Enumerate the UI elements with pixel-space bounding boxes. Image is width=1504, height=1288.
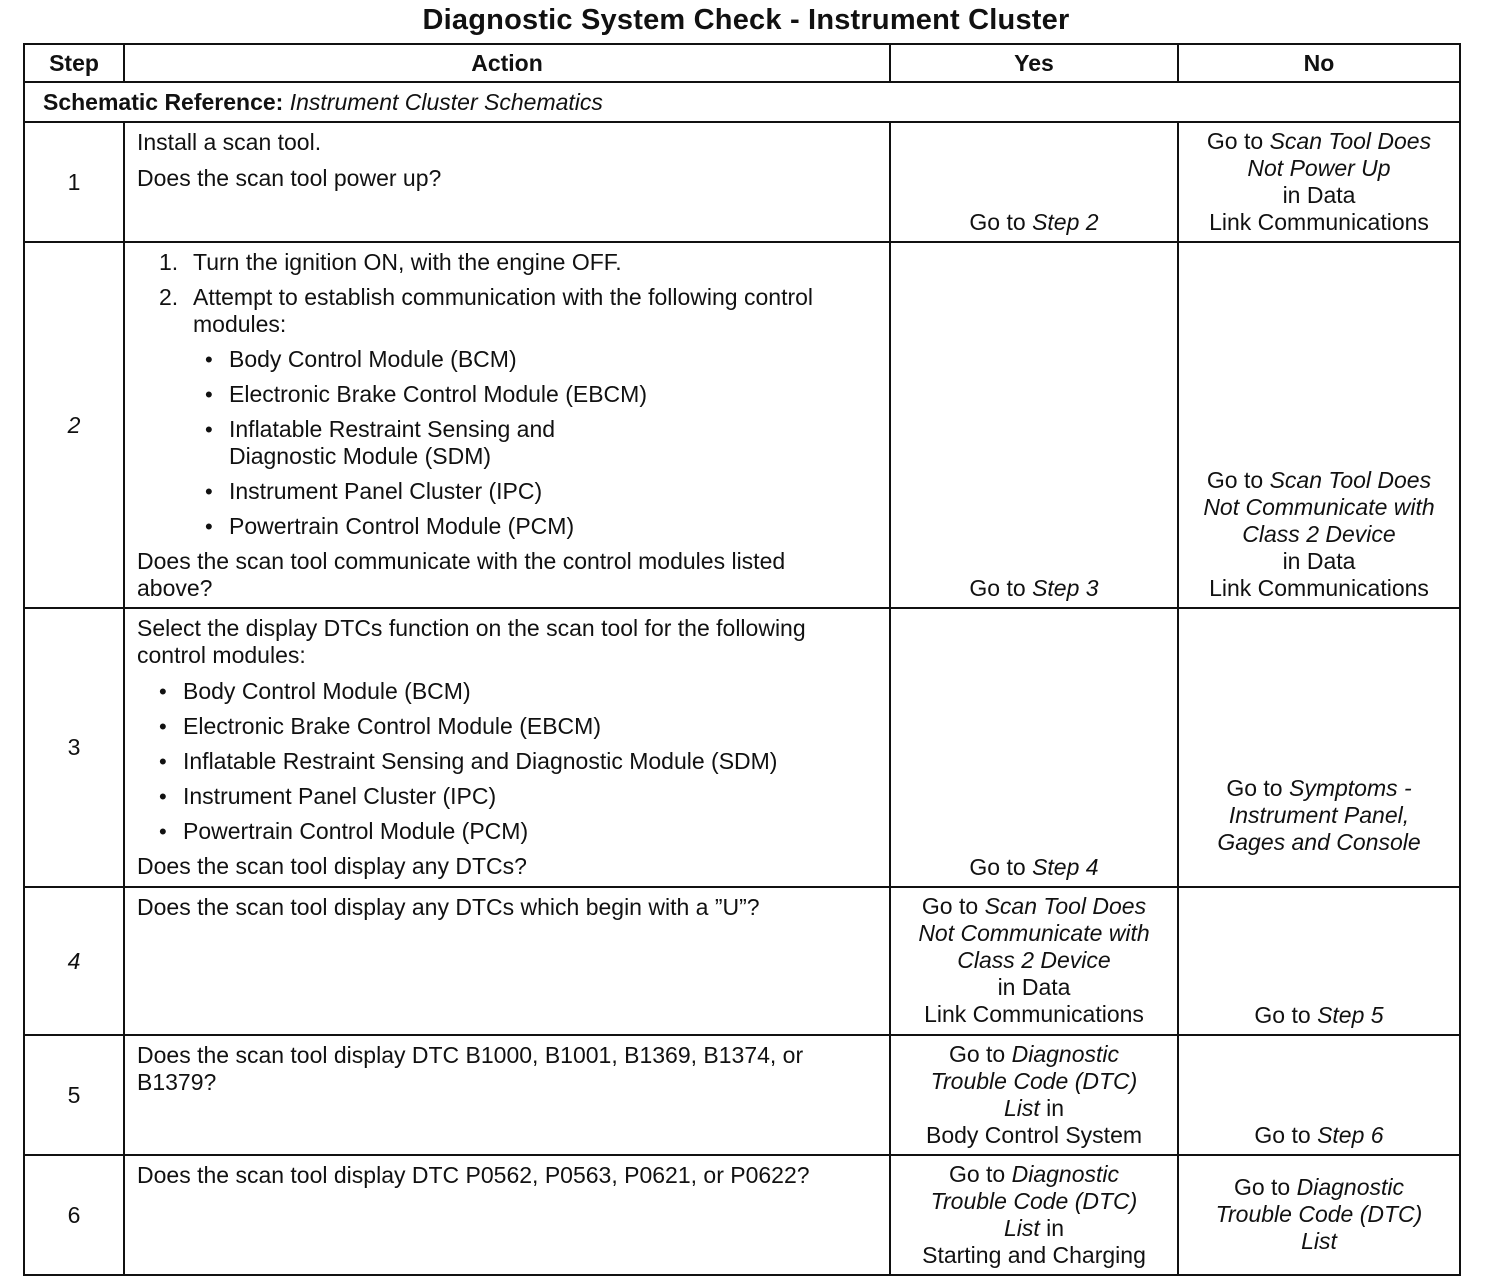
item-text: Inflatable Restraint Sensing and Diagnostic Module (SDM) xyxy=(229,416,556,469)
table-row xyxy=(24,887,1460,1035)
diagnostic-table xyxy=(23,43,1461,1276)
no-pre: Go to xyxy=(1206,467,1270,493)
no-text: in Data xyxy=(1282,182,1356,208)
step-number: 5 xyxy=(24,1035,124,1155)
yes-link[interactable]: Step 3 xyxy=(1032,575,1099,601)
item-text: Turn the ignition ON, with the engine OFF. xyxy=(193,249,622,275)
step-number: 3 xyxy=(24,608,124,887)
bullet-icon: • xyxy=(159,819,167,844)
numbered-list xyxy=(137,249,879,338)
action-text: Install a scan tool. xyxy=(137,129,322,155)
yes-link[interactable]: List xyxy=(1003,1095,1040,1121)
no-text: Link Communications xyxy=(1209,575,1429,601)
yes-pre: Go to xyxy=(969,854,1033,880)
no-cell[interactable] xyxy=(1178,1035,1460,1155)
no-link[interactable]: Scan Tool Does xyxy=(1269,467,1432,493)
action-question: Does the scan tool power up? xyxy=(137,165,442,191)
no-text: in Data xyxy=(1282,548,1356,574)
list-item xyxy=(137,249,879,276)
no-cell[interactable] xyxy=(1178,242,1460,608)
table-row xyxy=(24,608,1460,887)
yes-link[interactable]: List xyxy=(1003,1215,1040,1241)
action-question: Does the scan tool display DTC B1000, B1001, B1369, B1374, or B1379? xyxy=(137,1042,804,1095)
list-item xyxy=(137,478,879,505)
list-item xyxy=(137,748,879,775)
list-item xyxy=(137,513,879,540)
step-number: 4 xyxy=(24,887,124,1035)
yes-text: Link Communications xyxy=(924,1001,1144,1027)
action-cell xyxy=(124,122,890,242)
no-cell[interactable] xyxy=(1178,887,1460,1035)
no-cell[interactable] xyxy=(1178,122,1460,242)
yes-cell[interactable] xyxy=(890,1155,1178,1275)
item-text: Powertrain Control Module (PCM) xyxy=(229,513,575,539)
bullet-icon: • xyxy=(159,784,167,809)
bullet-icon: • xyxy=(159,714,167,739)
no-cell[interactable] xyxy=(1178,1155,1460,1275)
header-row xyxy=(24,44,1460,82)
no-link[interactable]: Scan Tool Does xyxy=(1269,128,1432,154)
no-link[interactable]: Instrument Panel, xyxy=(1228,802,1410,828)
no-link[interactable]: Not Communicate with xyxy=(1203,494,1435,520)
action-cell xyxy=(124,1035,890,1155)
yes-text: Starting and Charging xyxy=(922,1242,1146,1268)
action-text: Select the display DTCs function on the scan tool for the following control modules: xyxy=(137,615,806,668)
list-item xyxy=(137,713,879,740)
list-item xyxy=(137,416,639,470)
module-list xyxy=(137,678,879,845)
yes-pre: Go to xyxy=(969,209,1033,235)
step-number: 6 xyxy=(24,1155,124,1275)
no-link[interactable]: Symptoms - xyxy=(1288,775,1412,801)
bullet-icon: • xyxy=(205,417,213,442)
schematic-reference xyxy=(24,82,1460,122)
yes-cell[interactable] xyxy=(890,608,1178,887)
item-number: 1. xyxy=(159,249,179,275)
item-text: Body Control Module (BCM) xyxy=(229,346,517,372)
item-text: Electronic Brake Control Module (EBCM) xyxy=(183,713,601,739)
header-no: No xyxy=(1178,44,1460,82)
list-item xyxy=(137,818,879,845)
action-cell xyxy=(124,608,890,887)
yes-cell[interactable] xyxy=(890,887,1178,1035)
yes-text: Body Control System xyxy=(925,1122,1143,1148)
action-question: Does the scan tool communicate with the control modules listed above? xyxy=(137,548,786,601)
yes-link[interactable]: Diagnostic xyxy=(1011,1161,1120,1187)
action-cell xyxy=(124,887,890,1035)
bullet-icon: • xyxy=(205,347,213,372)
item-text: Attempt to establish communication with the following control modules: xyxy=(193,284,814,337)
yes-cell[interactable] xyxy=(890,242,1178,608)
yes-text: in xyxy=(1039,1215,1065,1241)
header-action: Action xyxy=(124,44,890,82)
no-link[interactable]: Gages and Console xyxy=(1217,829,1421,855)
item-text: Powertrain Control Module (PCM) xyxy=(183,818,529,844)
step-number: 2 xyxy=(24,242,124,608)
no-pre: Go to xyxy=(1206,128,1270,154)
item-text: Instrument Panel Cluster (IPC) xyxy=(229,478,543,504)
no-link[interactable]: Trouble Code (DTC) xyxy=(1215,1201,1423,1227)
yes-cell[interactable] xyxy=(890,1035,1178,1155)
no-cell[interactable] xyxy=(1178,608,1460,887)
yes-pre: Go to xyxy=(921,893,985,919)
schematic-link[interactable]: Instrument Cluster Schematics xyxy=(289,88,603,115)
yes-text: in xyxy=(1039,1095,1065,1121)
item-text: Instrument Panel Cluster (IPC) xyxy=(183,783,497,809)
yes-link[interactable]: Scan Tool Does xyxy=(984,893,1147,919)
no-pre: Go to xyxy=(1233,1174,1297,1200)
yes-link[interactable]: Class 2 Device xyxy=(957,947,1111,973)
item-text: Body Control Module (BCM) xyxy=(183,678,471,704)
header-step: Step xyxy=(24,44,124,82)
yes-pre: Go to xyxy=(948,1041,1012,1067)
yes-link[interactable]: Trouble Code (DTC) xyxy=(930,1068,1138,1094)
yes-text: in Data xyxy=(997,974,1071,1000)
schematic-row xyxy=(24,82,1460,122)
module-list xyxy=(137,346,879,540)
bullet-icon: • xyxy=(159,749,167,774)
list-item xyxy=(137,678,879,705)
action-question: Does the scan tool display DTC P0562, P0563, P0621, or P0622? xyxy=(137,1162,810,1188)
item-number: 2. xyxy=(159,284,179,310)
no-text: Link Communications xyxy=(1209,209,1429,235)
schematic-label: Schematic Reference: xyxy=(43,88,284,115)
header-yes: Yes xyxy=(890,44,1178,82)
no-pre: Go to xyxy=(1254,1122,1318,1148)
bullet-icon: • xyxy=(205,479,213,504)
table-row xyxy=(24,242,1460,608)
yes-link[interactable]: Step 4 xyxy=(1032,854,1099,880)
list-item xyxy=(137,284,879,338)
table-row xyxy=(24,1155,1460,1275)
yes-cell[interactable] xyxy=(890,122,1178,242)
no-link[interactable]: Diagnostic xyxy=(1296,1174,1405,1200)
no-link[interactable]: Class 2 Device xyxy=(1242,521,1396,547)
list-item xyxy=(137,783,879,810)
action-cell xyxy=(124,1155,890,1275)
yes-pre: Go to xyxy=(948,1161,1012,1187)
table-row xyxy=(24,1035,1460,1155)
yes-link[interactable]: Diagnostic xyxy=(1011,1041,1120,1067)
yes-link[interactable]: Step 2 xyxy=(1032,209,1099,235)
item-text: Inflatable Restraint Sensing and Diagnostic Module (SDM) xyxy=(183,748,778,774)
no-link[interactable]: Not Power Up xyxy=(1247,155,1391,181)
list-item xyxy=(137,381,879,408)
no-pre: Go to xyxy=(1226,775,1289,801)
yes-link[interactable]: Trouble Code (DTC) xyxy=(930,1188,1138,1214)
no-pre: Go to xyxy=(1254,1002,1318,1028)
no-link[interactable]: Step 5 xyxy=(1317,1002,1384,1028)
action-cell xyxy=(124,242,890,608)
table-row xyxy=(24,122,1460,242)
list-item xyxy=(137,346,879,373)
bullet-icon: • xyxy=(205,514,213,539)
page-title: Diagnostic System Check - Instrument Cluster xyxy=(422,4,1070,36)
step-number: 1 xyxy=(24,122,124,242)
no-link[interactable]: List xyxy=(1301,1228,1337,1254)
action-question: Does the scan tool display any DTCs? xyxy=(137,853,527,879)
action-question: Does the scan tool display any DTCs which begin with a ”U”? xyxy=(137,894,760,920)
yes-pre: Go to xyxy=(969,575,1033,601)
bullet-icon: • xyxy=(159,679,167,704)
bullet-icon: • xyxy=(205,382,213,407)
item-text: Electronic Brake Control Module (EBCM) xyxy=(229,381,647,407)
no-link[interactable]: Step 6 xyxy=(1317,1122,1384,1148)
yes-link[interactable]: Not Communicate with xyxy=(918,920,1150,946)
